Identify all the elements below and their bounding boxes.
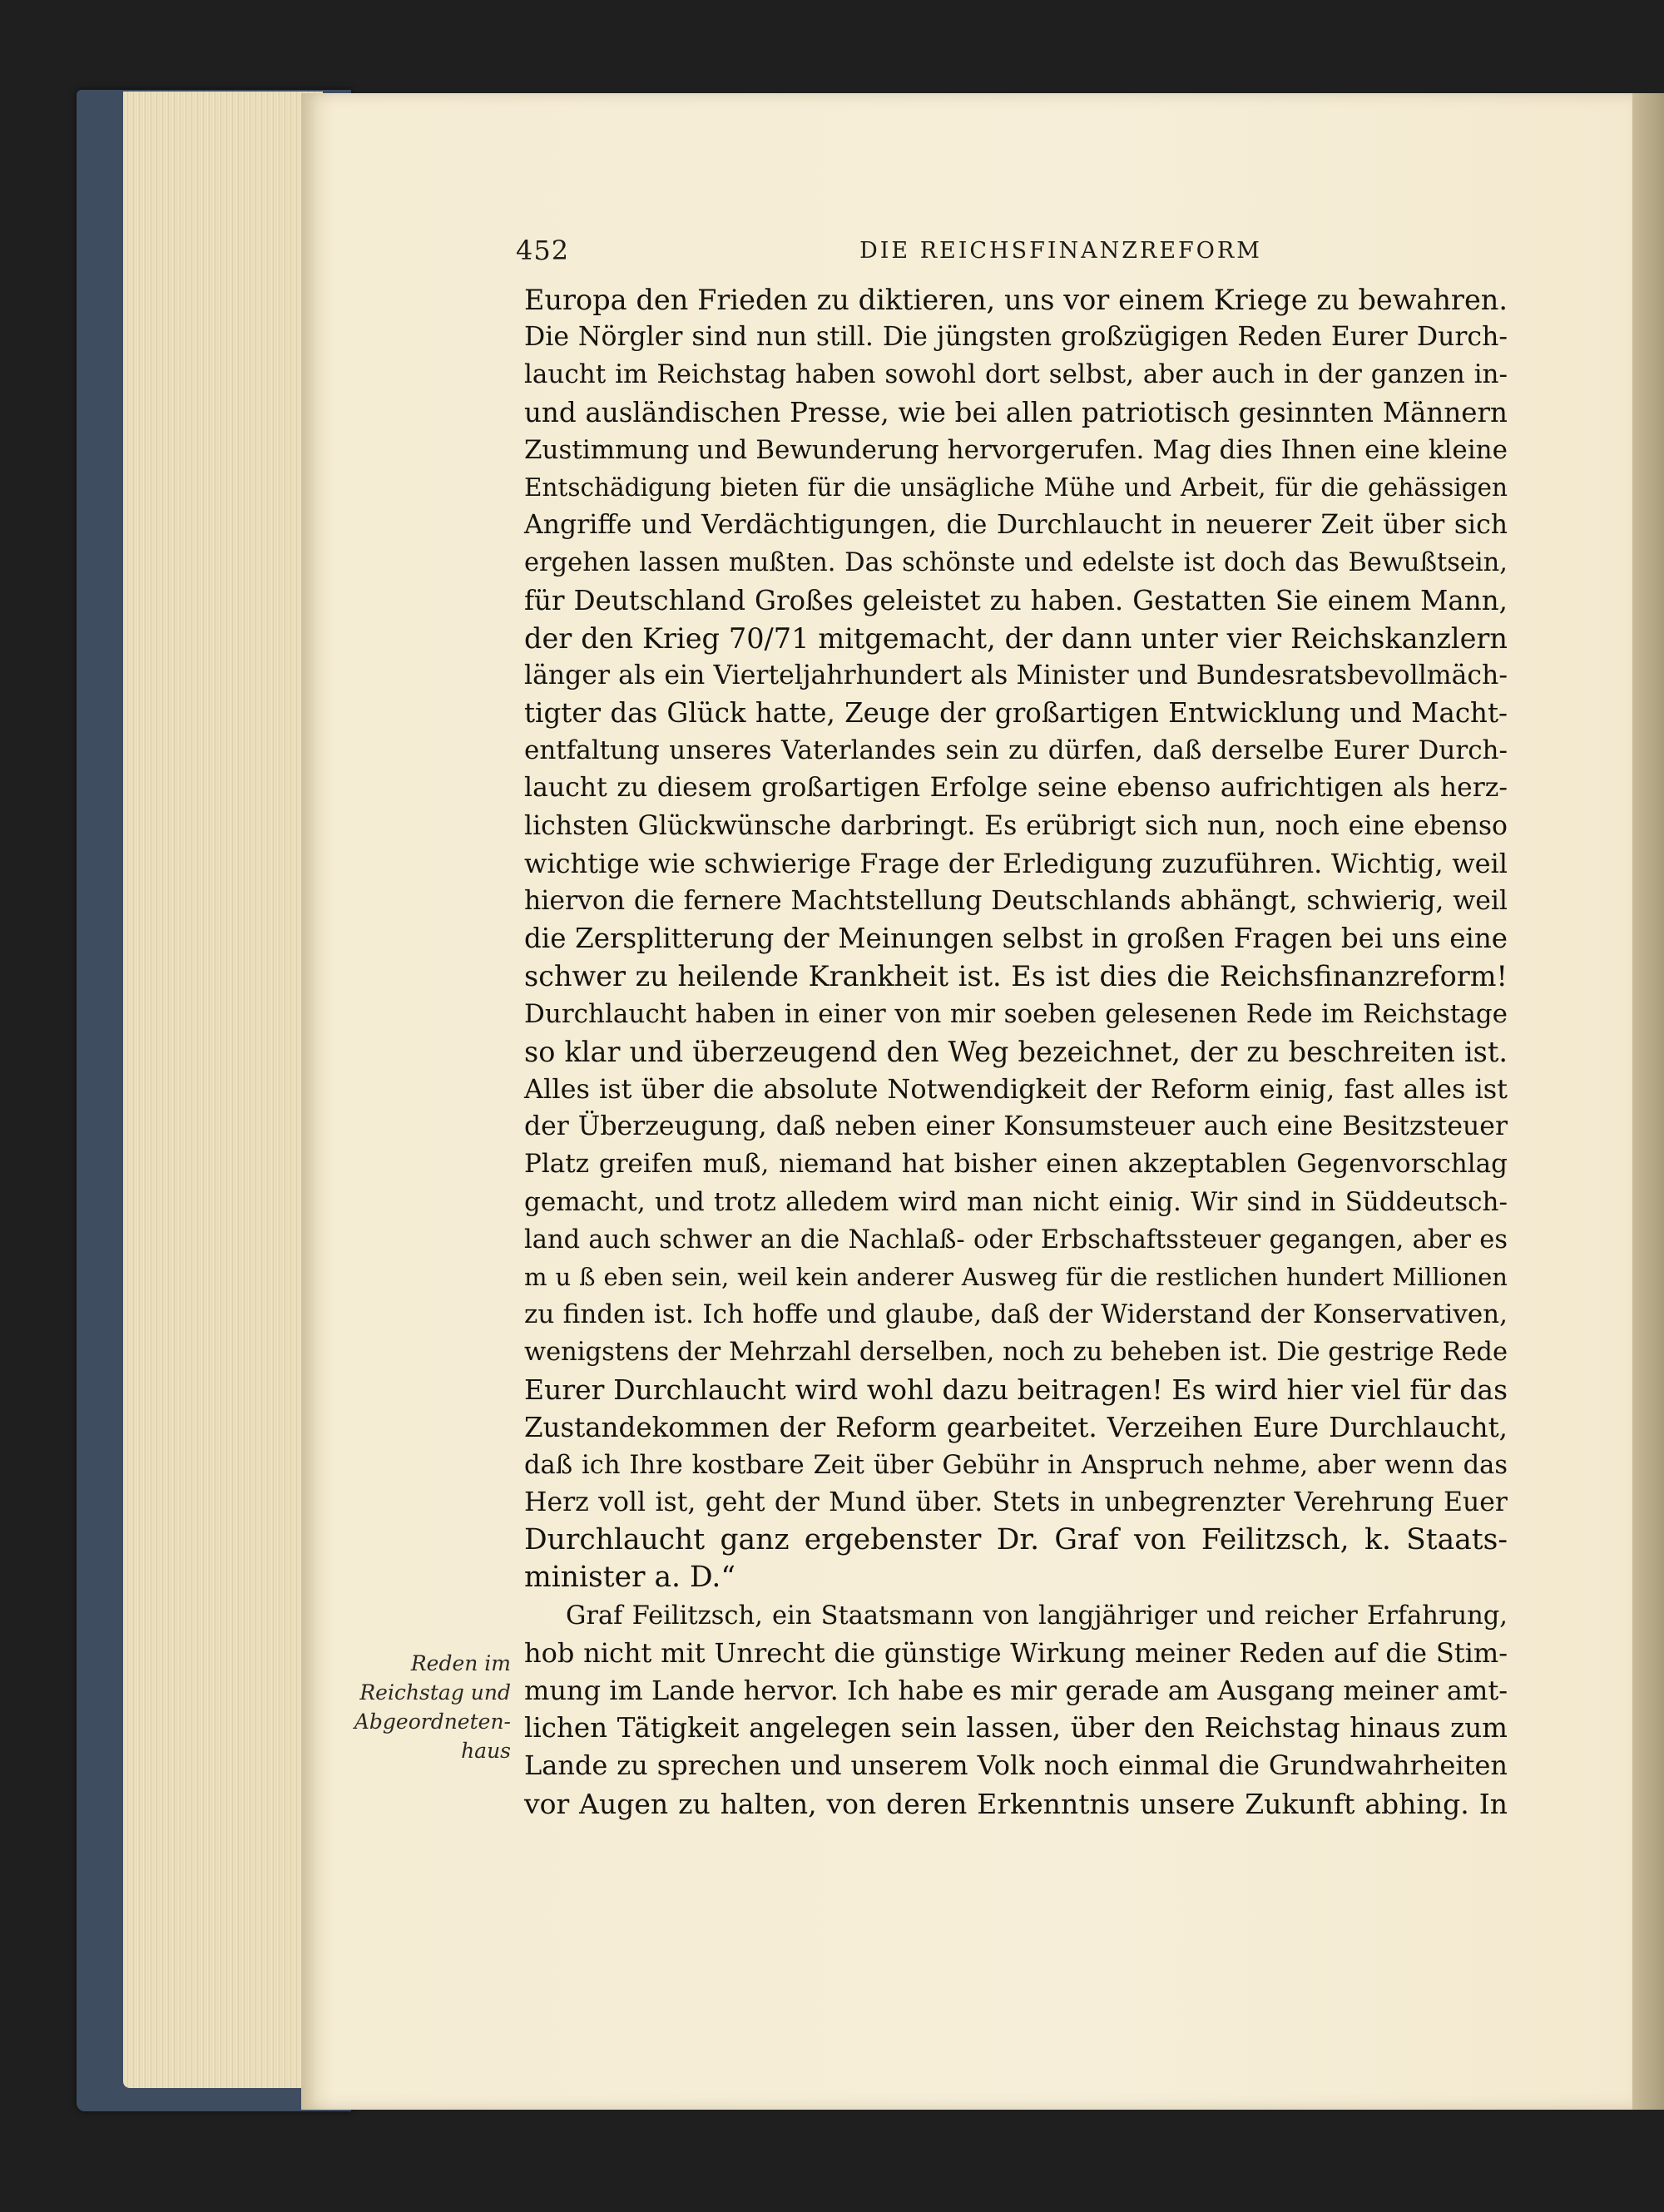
marginal-note-line: Abgeordneten- (354, 1710, 511, 1734)
text-line: lichen Tätigkeit angelegen sein lassen, über den Reichstag hinaus zum (524, 1712, 1508, 1744)
text-line: der den Krieg 70/71 mitgemacht, der dann unter vier Reichskanzlern (524, 621, 1508, 655)
text-line: schwer zu heilende Krankheit ist. Es ist dies die Reichsfinanzreform! (524, 960, 1508, 993)
text-line: Angriffe und Verdächtigungen, die Durchlaucht in neuerer Zeit über sich (524, 510, 1508, 541)
page-number: 452 (516, 235, 570, 266)
text-line: für Deutschland Großes geleistet zu haben. Gestatten Sie einem Mann, (524, 584, 1508, 616)
body-text (524, 281, 1508, 1823)
text-line: Lande zu sprechen und unserem Volk noch einmal die Grundwahrheiten (524, 1749, 1508, 1782)
text-line: Durchlaucht haben in einer von mir soeben gelesenen Rede im Reichstage (524, 998, 1508, 1029)
text-line: gemacht, und trotz alledem wird man nicht einig. Wir sind in Süddeutsch- (524, 1186, 1508, 1217)
text-line: tigter das Glück hatte, Zeuge der großartigen Entwicklung und Macht- (524, 697, 1508, 730)
running-head: DIE REICHSFINANZREFORM (859, 238, 1262, 264)
text-line: Europa den Frieden zu diktieren, uns vor einem Kriege zu bewahren. (524, 284, 1508, 316)
text-line: hiervon die fernere Machtstellung Deutschlands abhängt, schwierig, weil (524, 886, 1508, 916)
text-line: m u ß eben sein, weil kein anderer Ausweg für die restlichen hundert Millionen (524, 1262, 1508, 1291)
marginal-note-line: Reichstag und (359, 1680, 511, 1705)
text-line: Alles ist über die absolute Notwendigkeit der Reform einig, fast alles ist (524, 1072, 1508, 1105)
text-line: laucht zu diesem großartigen Erfolge seine ebenso aufrichtigen als herz- (524, 773, 1508, 804)
text-line: hob nicht mit Unrecht die günstige Wirkung meiner Reden auf die Stim- (524, 1636, 1508, 1669)
text-line: Zustimmung und Bewunderung hervorgerufen. Mag dies Ihnen eine kleine (524, 434, 1508, 465)
text-line: wenigstens der Mehrzahl derselben, noch zu beheben ist. Die gestrige Rede (524, 1338, 1508, 1368)
text-line: Herz voll ist, geht der Mund über. Stets in unbegrenzter Verehrung Euer (524, 1487, 1508, 1517)
text-line: minister a. D.“ (524, 1561, 735, 1595)
text-line: daß ich Ihre kostbare Zeit über Gebühr in Anspruch nehme, aber wenn das (524, 1450, 1508, 1480)
text-line: vor Augen zu halten, von deren Erkenntnis unsere Zukunft abhing. In (524, 1787, 1508, 1820)
text-line: Graf Feilitzsch, ein Staatsmann von langjähriger und reicher Erfahrung, (566, 1601, 1508, 1631)
marginal-note-line: haus (461, 1739, 511, 1763)
text-line: der Überzeugung, daß neben einer Konsumsteuer auch eine Besitzsteuer (524, 1111, 1508, 1142)
text-line: die Zersplitterung der Meinungen selbst in großen Fragen bei uns eine (524, 923, 1508, 955)
text-line: mung im Lande hervor. Ich habe es mir gerade am Ausgang meiner amt- (524, 1674, 1508, 1706)
text-line: ergehen lassen mußten. Das schönste und edelste ist doch das Bewußtsein, (524, 548, 1508, 578)
text-line: Eurer Durchlaucht wird wohl dazu beitragen! Es wird hier viel für das (524, 1373, 1508, 1407)
text-line: Die Nörgler sind nun still. Die jüngsten großzügigen Reden Eurer Durch- (524, 322, 1508, 353)
text-line: zu finden ist. Ich hoffe und glaube, daß der Widerstand der Konservativen, (524, 1299, 1508, 1330)
text-line: Platz greifen muß, niemand hat bisher einen akzeptablen Gegenvorschlag (524, 1149, 1508, 1180)
text-line: Zustandekommen der Reform gearbeitet. Verzeihen Eure Durchlaucht, (524, 1411, 1508, 1443)
marginal-note-line: Reden im (410, 1651, 511, 1675)
text-line: Durchlaucht ganz ergebenster Dr. Graf von Feilitzsch, k. Staats- (524, 1523, 1508, 1557)
page-header (516, 235, 1506, 271)
text-line: lichsten Glückwünsche darbringt. Es erübrigt sich nun, noch eine ebenso (524, 810, 1508, 841)
text-line: länger als ein Vierteljahrhundert als Minister und Bundesratsbevollmäch- (524, 660, 1508, 690)
text-line: Entschädigung bieten für die unsägliche Mühe und Arbeit, für die gehässigen (524, 473, 1508, 502)
marginal-note (349, 1649, 511, 1765)
text-line: und ausländischen Presse, wie bei allen patriotisch gesinnten Männern (524, 396, 1508, 428)
text-line: laucht im Reichstag haben sowohl dort selbst, aber auch in der ganzen in- (524, 359, 1508, 390)
text-line: wichtige wie schwierige Frage der Erledigung zuzuführen. Wichtig, weil (524, 847, 1508, 879)
text-line: land auch schwer an die Nachlaß- oder Erbschaftssteuer gegangen, aber es (524, 1225, 1508, 1254)
facing-page-edge (1632, 93, 1664, 2110)
text-line: so klar und überzeugend den Weg bezeichnet, der zu beschreiten ist. (524, 1035, 1508, 1068)
page-edges (123, 92, 323, 2088)
text-line: entfaltung unseres Vaterlandes sein zu dürfen, daß derselbe Eurer Durch- (524, 735, 1508, 766)
